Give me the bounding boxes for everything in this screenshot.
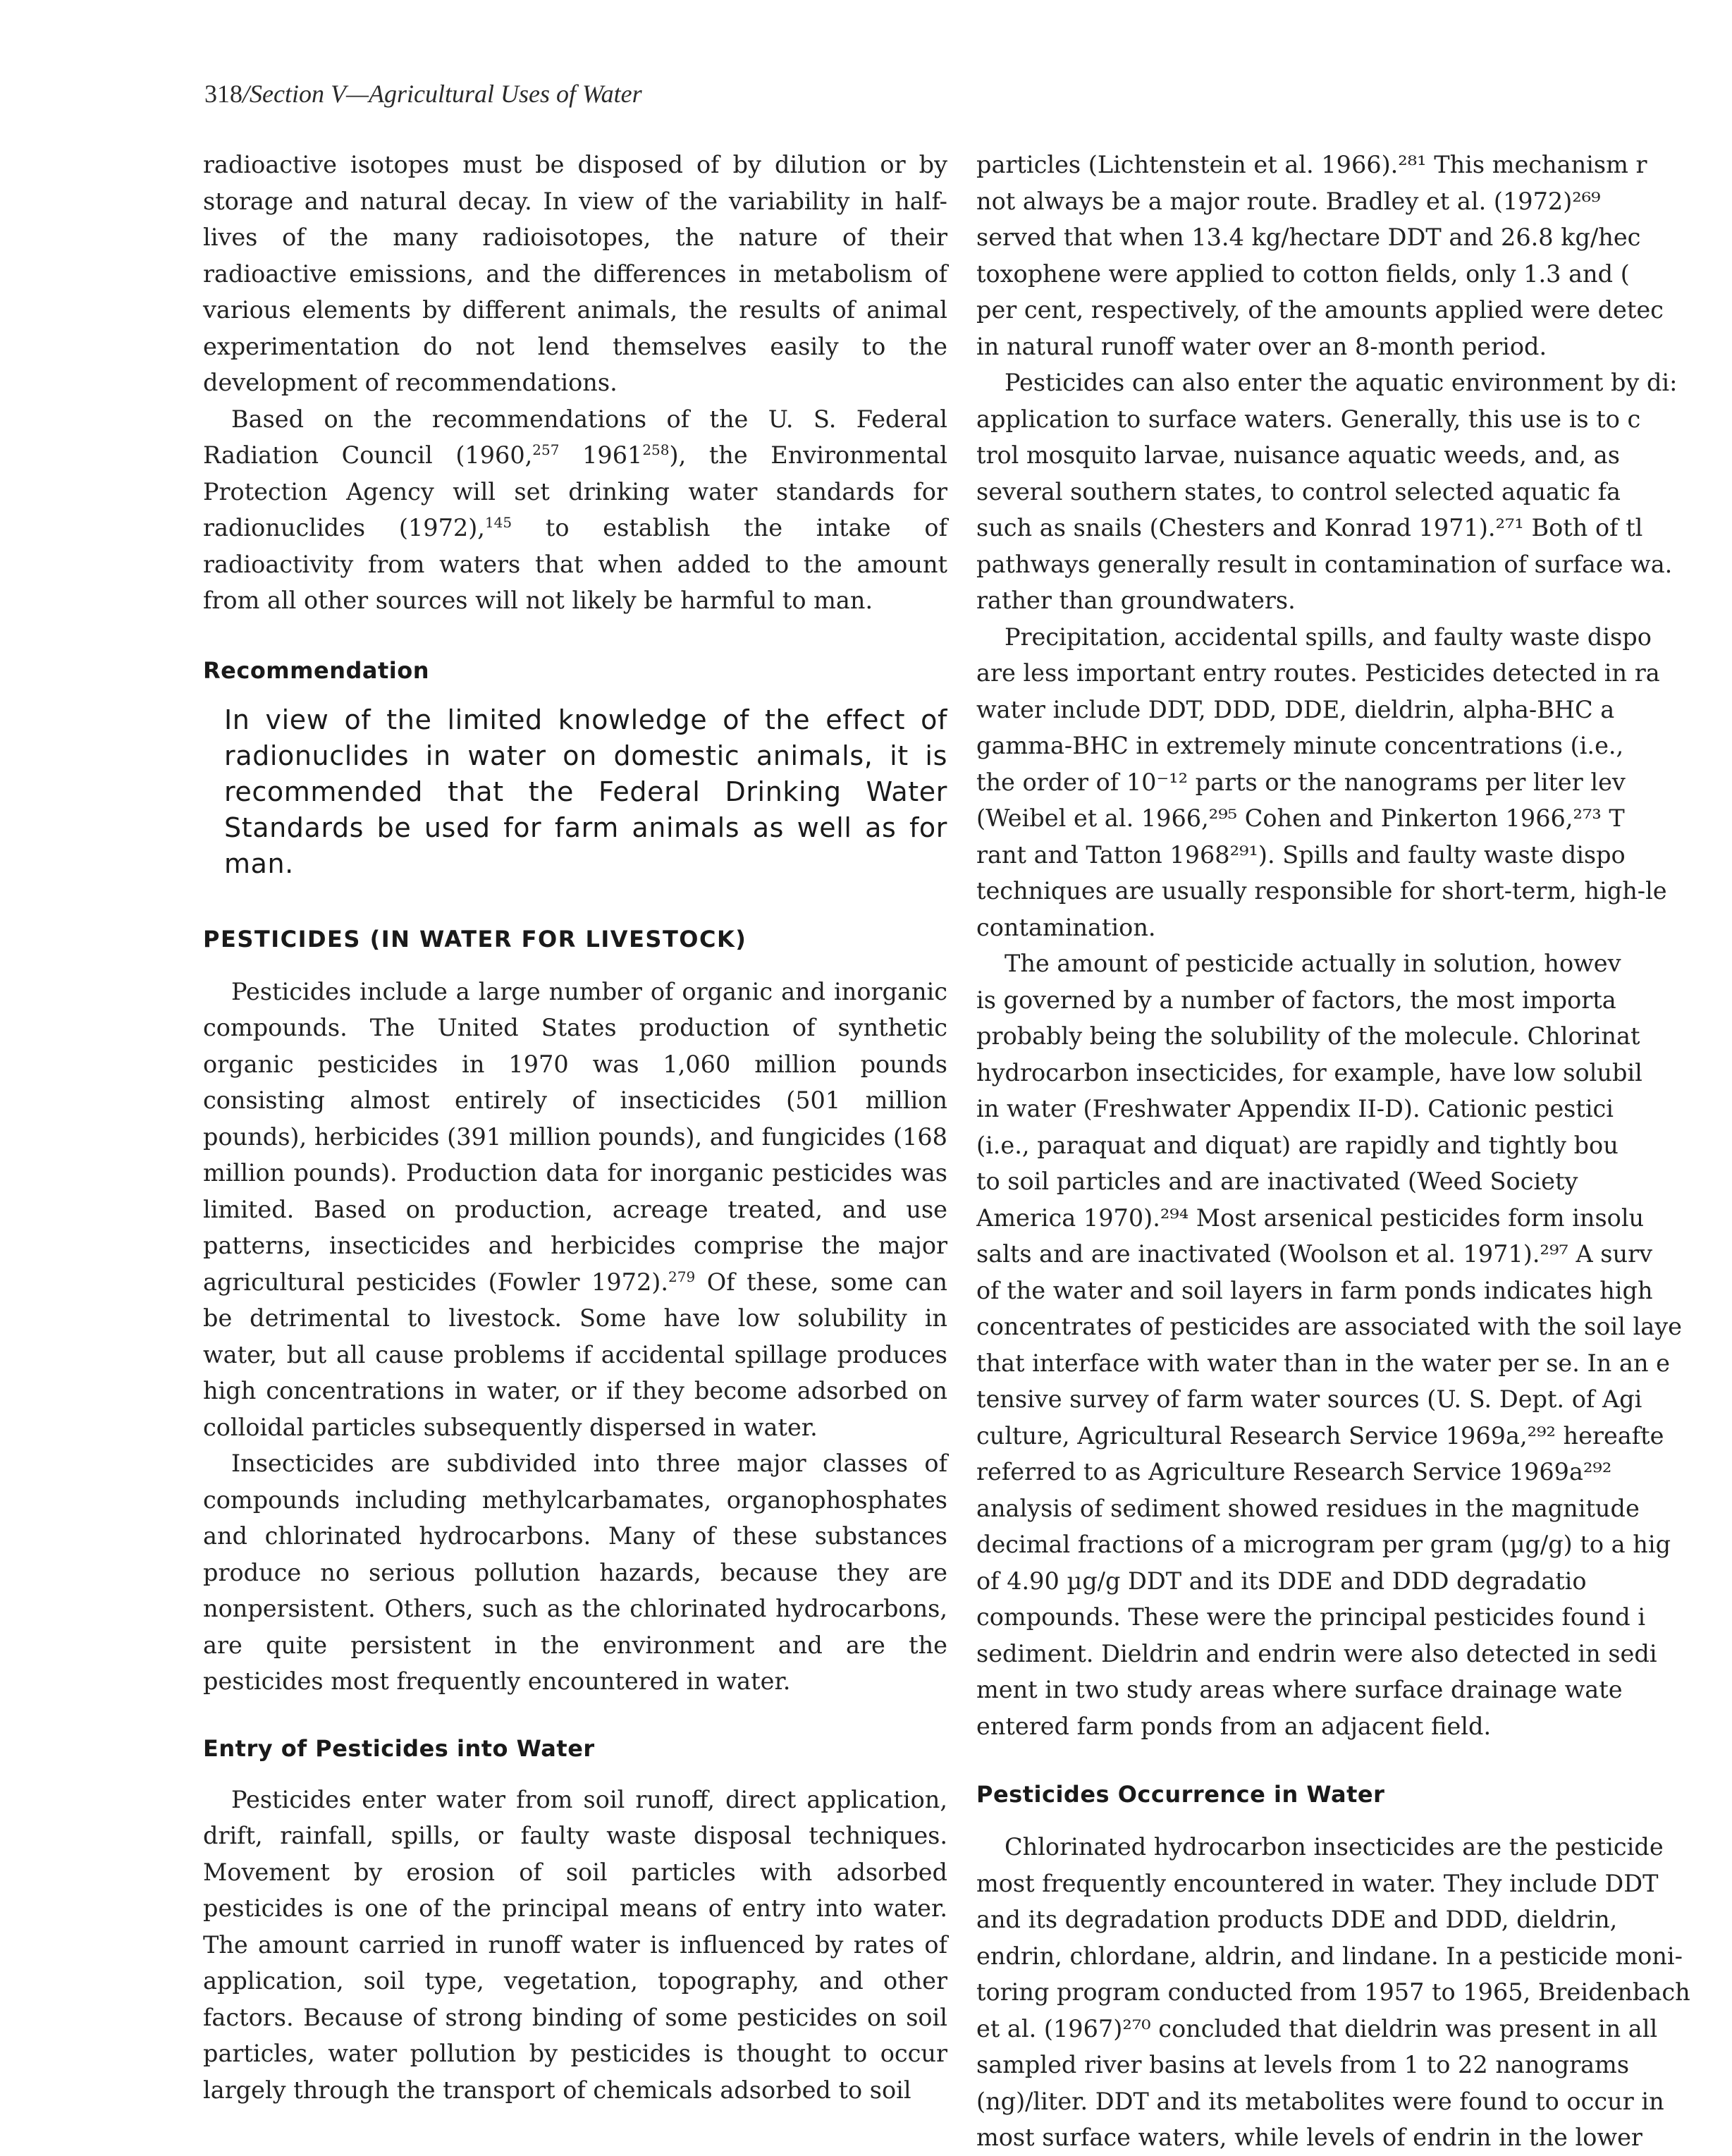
text-line: America 1970).²⁹⁴ Most arsenical pesticides form insolu bbox=[976, 1203, 1645, 1232]
paragraph-entry: Pesticides enter water from soil runoff, direct application, drift, rainfall, spills, or faulty waste disposal techniques. Movement by erosion of soil particles with adsorbed pesticides is one of the principal means of entry into water. The amount carried in runoff water is influenced by rates of application, soil type, vegetation, topography, and other factors. Because of strong binding of some pesticides on soil particles, water pollution by pesticides is thought to occur largely through the transport of chemicals adsorbed to soil bbox=[203, 1785, 947, 2104]
text-line: in natural runoff water over an 8-month period. bbox=[976, 332, 1547, 360]
entry-heading: Entry of Pesticides into Water bbox=[203, 1734, 595, 1762]
text-line: per cent, respectively, of the amounts applied were detec bbox=[976, 296, 1664, 324]
text-line: rather than groundwaters. bbox=[976, 587, 1296, 614]
paragraph-radioactive: radioactive isotopes must be disposed of by dilution or by storage and natural decay. In view of the variability in half-lives of the many radioisotopes, the nature of their radioactive emissions, and the differences in metabolism of various elements by different animals, the results of animal experimentation do not lend themselves easily to the development of recommendations. bbox=[203, 151, 947, 396]
text-line: such as snails (Chesters and Konrad 1971).²⁷¹ Both of tl bbox=[976, 514, 1643, 541]
text-line: toxophene were applied to cotton fields, only 1.3 and ( bbox=[976, 259, 1630, 288]
text-line: (Weibel et al. 1966,²⁹⁵ Cohen and Pinkerton 1966,²⁷³ T bbox=[976, 804, 1625, 832]
occurrence-heading: Pesticides Occurrence in Water bbox=[976, 1781, 1385, 1808]
text-line: hydrocarbon insecticides, for example, have low solubil bbox=[976, 1058, 1642, 1086]
text-line: served that when 13.4 kg/hectare DDT and 26.8 kg/hec bbox=[976, 223, 1641, 251]
page-number: 318 bbox=[204, 80, 242, 108]
text-line: (i.e., paraquat and diquat) are rapidly and tightly bou bbox=[976, 1131, 1619, 1159]
text-line: Precipitation, accidental spills, and faulty waste dispo bbox=[1005, 623, 1652, 651]
text-line: Chlorinated hydrocarbon insecticides are the pesticide bbox=[1005, 1833, 1664, 1861]
text-line: several southern states, to control selected aquatic fa bbox=[976, 477, 1621, 506]
text-line: to soil particles and are inactivated (Weed Society bbox=[976, 1168, 1578, 1195]
text-line: culture, Agricultural Research Service 1969a,²⁹² hereafte bbox=[976, 1421, 1664, 1450]
text-line: in water (Freshwater Appendix II-D). Cationic pestici bbox=[976, 1095, 1614, 1122]
text-line: sampled river basins at levels from 1 to 22 nanograms bbox=[976, 2051, 1630, 2078]
text-line: probably being the solubility of the molecule. Chlorinat bbox=[976, 1022, 1640, 1050]
running-head bbox=[204, 79, 642, 109]
text-line: most surface waters, while levels of endrin in the lower bbox=[976, 2124, 1642, 2151]
text-line: the order of 10⁻¹² parts or the nanograms per liter lev bbox=[976, 768, 1626, 796]
text-line: contamination. bbox=[976, 913, 1156, 941]
text-line: toring program conducted from 1957 to 1965, Breidenbach bbox=[976, 1978, 1690, 2006]
text-line: concentrates of pesticides are associated with the soil laye bbox=[976, 1313, 1682, 1340]
section-title: /Section V—Agricultural Uses of Water bbox=[242, 80, 642, 108]
text-line: that interface with water than in the water per se. In an e bbox=[976, 1349, 1670, 1377]
text-line: water include DDT, DDD, DDE, dieldrin, alpha-BHC a bbox=[976, 695, 1615, 723]
recommendation-text: In view of the limited knowledge of the effect of radionuclides in water on domestic animals, it is recommended that the Federal Drinking Water Standards be used for farm animals as well as for man. bbox=[224, 704, 947, 879]
text-line: ment in two study areas where surface drainage wate bbox=[976, 1676, 1623, 1703]
text-line: tensive survey of farm water sources (U. S. Dept. of Agi bbox=[976, 1385, 1642, 1413]
text-line: sediment. Dieldrin and endrin were also detected in sedi bbox=[976, 1639, 1657, 1667]
text-line: rant and Tatton 1968²⁹¹). Spills and faulty waste dispo bbox=[976, 840, 1626, 869]
text-line: decimal fractions of a microgram per gram (µg/g) to a hig bbox=[976, 1531, 1671, 1558]
text-line: Pesticides can also enter the aquatic environment by di: bbox=[1005, 369, 1678, 396]
text-line: et al. (1967)²⁷⁰ concluded that dieldrin was present in all bbox=[976, 2014, 1658, 2042]
text-line: compounds. These were the principal pesticides found i bbox=[976, 1603, 1646, 1631]
right-text-block-1 bbox=[976, 147, 1724, 1744]
text-line: and its degradation products DDE and DDD, dieldrin, bbox=[976, 1906, 1618, 1933]
paragraph-radiation-council: Based on the recommendations of the U. S. Federal Radiation Council (1960,$^{257}$ 1961$^{258}$), the Environmental Protection Agency will set drinking water standards for radionuclides (1972),$^{145}$ to establish the intake of radioactivity from waters that when added to the amount from all other sources will not likely be harmful to man. bbox=[203, 405, 947, 614]
text-line: analysis of sediment showed residues in the magnitude bbox=[976, 1494, 1640, 1522]
text-line: are less important entry routes. Pesticides detected in ra bbox=[976, 659, 1660, 687]
text-line: pathways generally result in contamination of surface wa. bbox=[976, 550, 1673, 578]
text-line: most frequently encountered in water. They include DDT bbox=[976, 1869, 1659, 1897]
text-line: not always be a major route. Bradley et al. (1972)²⁶⁹ bbox=[976, 187, 1601, 215]
text-line: techniques are usually responsible for short-term, high-le bbox=[976, 877, 1667, 905]
text-line: salts and are inactivated (Woolson et al. 1971).²⁹⁷ A surv bbox=[976, 1240, 1653, 1268]
text-line: of 4.90 µg/g DDT and its DDE and DDD degradatio bbox=[976, 1567, 1587, 1595]
text-line: referred to as Agriculture Research Service 1969a²⁹² bbox=[976, 1458, 1612, 1486]
text-line: application to surface waters. Generally, this use is to c bbox=[976, 405, 1641, 433]
right-column bbox=[976, 147, 1724, 2156]
paragraph-insecticide-classes: Insecticides are subdivided into three major classes of compounds including methylcarbamates, organophosphates and chlorinated hydrocarbons. Many of these substances produce no serious pollution hazards, because they are nonpersistent. Others, such as the chlorinated hydrocarbons, are quite persistent in the environment and are the pesticides most frequently encountered in water. bbox=[203, 1450, 947, 1695]
text-line: endrin, chlordane, aldrin, and lindane. In a pesticide moni- bbox=[976, 1942, 1683, 1970]
text-line: gamma-BHC in extremely minute concentrations (i.e., bbox=[976, 732, 1624, 759]
text-line: is governed by a number of factors, the most importa bbox=[976, 986, 1616, 1014]
text-line: of the water and soil layers in farm ponds indicates high bbox=[976, 1276, 1653, 1304]
text-line: entered farm ponds from an adjacent field. bbox=[976, 1712, 1492, 1740]
text-line: trol mosquito larvae, nuisance aquatic weeds, and, as bbox=[976, 441, 1620, 469]
pesticides-heading: PESTICIDES (IN WATER FOR LIVESTOCK) bbox=[203, 925, 747, 953]
text-line: The amount of pesticide actually in solution, howev bbox=[1005, 950, 1621, 977]
paragraph-pesticides-production: Pesticides include a large number of organic and inorganic compounds. The United States production of synthetic organic pesticides in 1970 was 1,060 million pounds consisting almost entirely of insecticides (501 million pounds), herbicides (391 million pounds), and fungicides (168 million pounds). Production data for inorganic pesticides was limited. Based on production, acreage treated, and use patterns, insecticides and herbicides comprise the major agricultural pesticides (Fowler 1972).$^{279}$ Of these, some can be detrimental to livestock. Some have low solubility in water, but all cause problems if accidental spillage produces high concentrations in water, or if they become adsorbed on colloidal particles subsequently dispersed in water. bbox=[203, 977, 948, 1441]
right-text-block-2 bbox=[976, 1829, 1724, 2156]
left-column bbox=[203, 147, 947, 2108]
text-line: (ng)/liter. DDT and its metabolites were found to occur in bbox=[976, 2087, 1664, 2115]
text-line: particles (Lichtenstein et al. 1966).²⁸¹ This mechanism r bbox=[976, 151, 1647, 178]
recommendation-heading: Recommendation bbox=[203, 656, 429, 684]
